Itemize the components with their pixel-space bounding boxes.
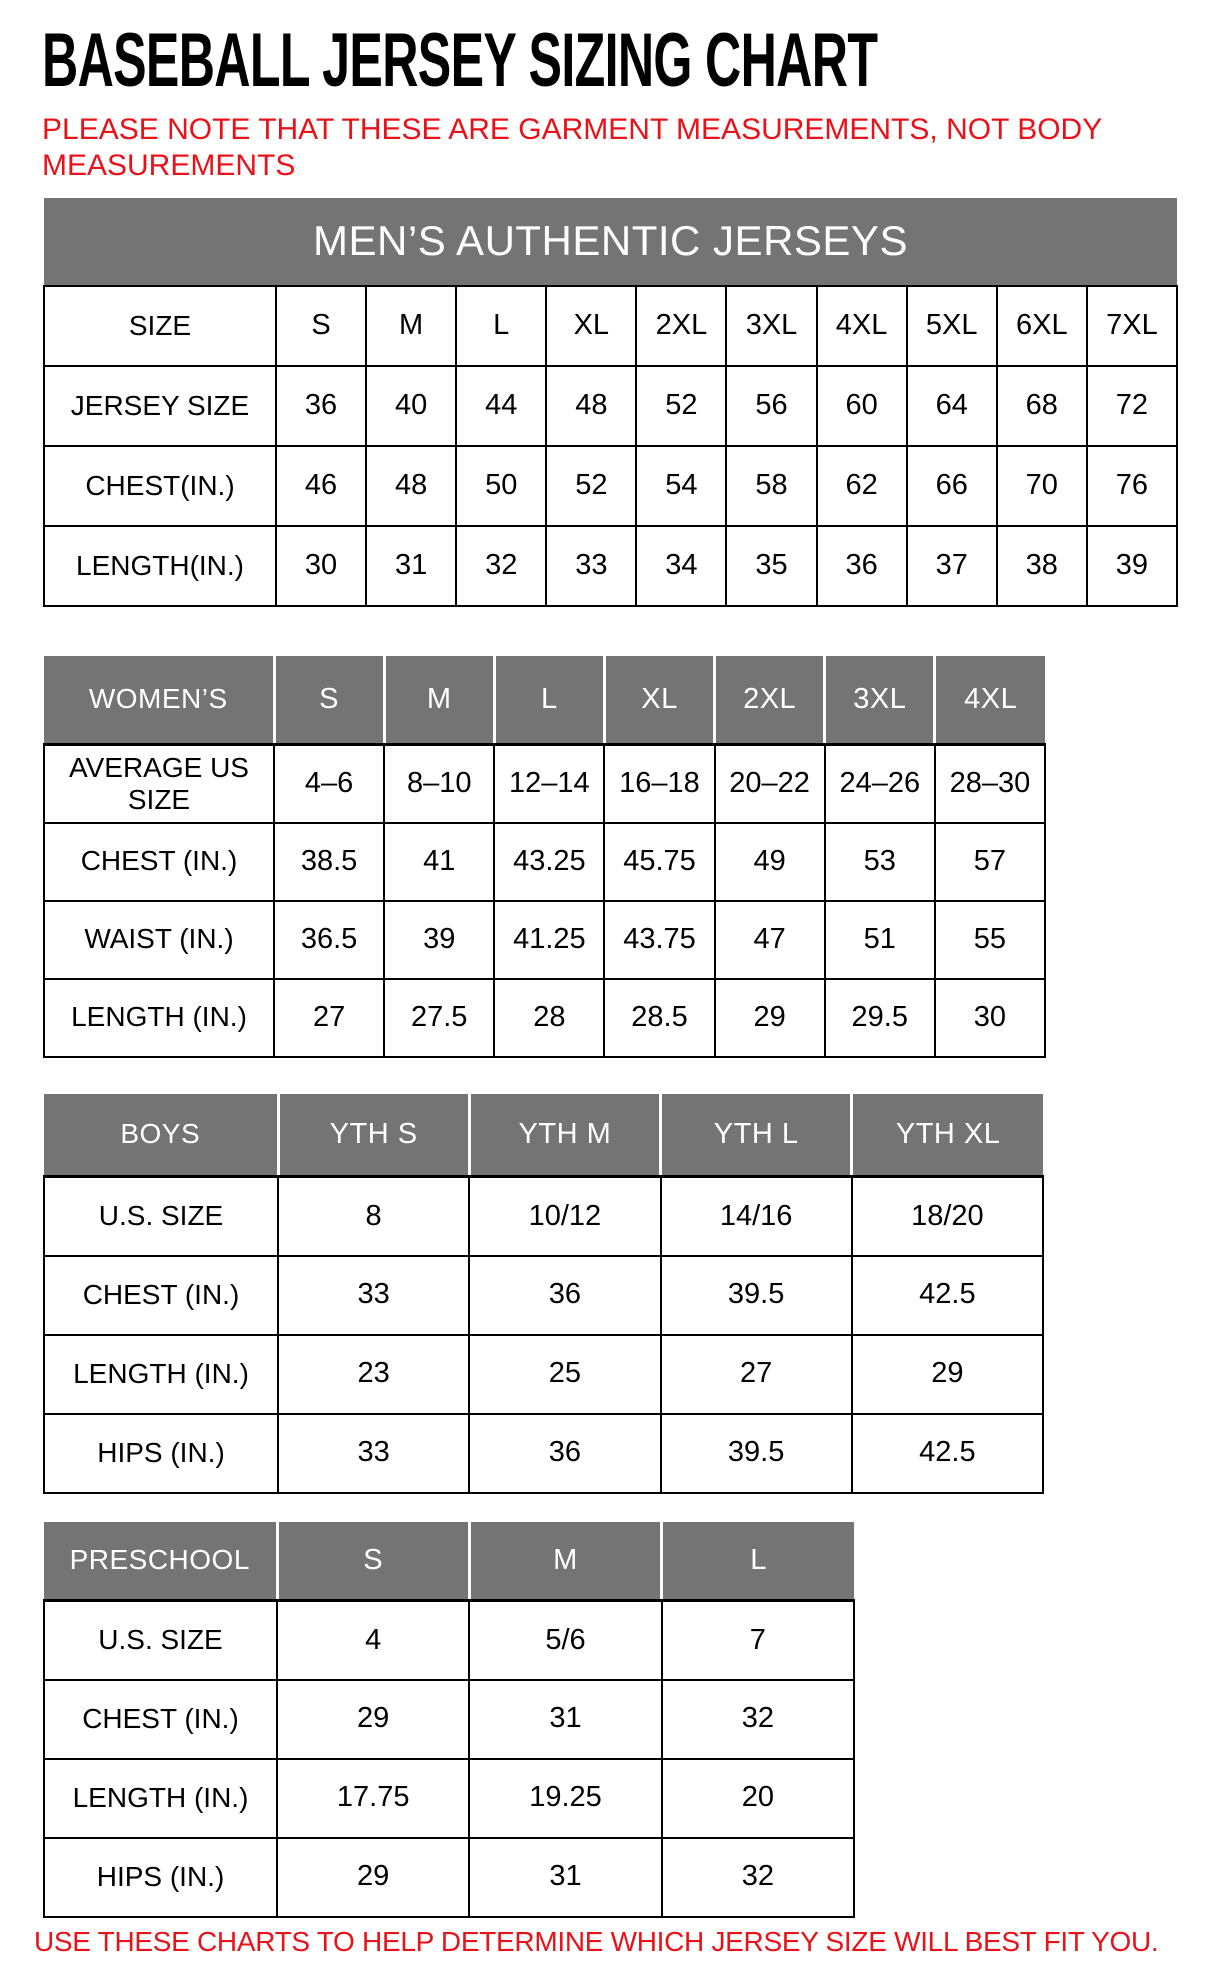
measurement-value-cell: 28–30 bbox=[935, 745, 1045, 823]
measurement-value-cell: 70 bbox=[997, 446, 1087, 526]
measurement-value-cell: 42.5 bbox=[852, 1414, 1043, 1493]
mens-table bbox=[43, 198, 1178, 607]
row-label-cell: U.S. SIZE bbox=[44, 1177, 278, 1256]
measurement-value-cell: 3XL bbox=[726, 286, 816, 366]
measurement-value-cell: XL bbox=[546, 286, 636, 366]
measurement-value-cell: 8–10 bbox=[384, 745, 494, 823]
measurement-value-cell: 18/20 bbox=[852, 1177, 1043, 1256]
preschool-sizing-table bbox=[43, 1519, 855, 1918]
row-label-cell: LENGTH(IN.) bbox=[44, 526, 276, 606]
measurement-value-cell: 36 bbox=[469, 1414, 660, 1493]
measurement-value-cell: 36 bbox=[276, 366, 366, 446]
measurement-value-cell: 4 bbox=[277, 1601, 469, 1680]
size-column-header-cell: YTH L bbox=[661, 1093, 852, 1177]
measurement-value-cell: 29 bbox=[277, 1680, 469, 1759]
measurement-value-cell: 39 bbox=[384, 901, 494, 979]
measurement-value-cell: 38 bbox=[997, 526, 1087, 606]
measurement-value-cell: 31 bbox=[366, 526, 456, 606]
measurement-value-cell: 41 bbox=[384, 823, 494, 901]
measurement-value-cell: 62 bbox=[817, 446, 907, 526]
measurement-value-cell: 27 bbox=[661, 1335, 852, 1414]
womens-sizing-table bbox=[43, 653, 1046, 1058]
measurement-value-cell: 64 bbox=[907, 366, 997, 446]
measurement-value-cell: 43.25 bbox=[494, 823, 604, 901]
measurement-value-cell: 24–26 bbox=[825, 745, 935, 823]
measurement-value-cell: 72 bbox=[1087, 366, 1177, 446]
row-label-cell: CHEST (IN.) bbox=[44, 1256, 278, 1335]
measurement-value-cell: 52 bbox=[546, 446, 636, 526]
row-label-cell: CHEST(IN.) bbox=[44, 446, 276, 526]
row-label-cell: LENGTH (IN.) bbox=[44, 979, 274, 1057]
measurement-value-cell: 51 bbox=[825, 901, 935, 979]
table-header-row bbox=[44, 655, 1045, 745]
measurement-value-cell: 23 bbox=[278, 1335, 469, 1414]
measurement-value-cell: 29.5 bbox=[825, 979, 935, 1057]
measurement-value-cell: 54 bbox=[636, 446, 726, 526]
row-label-cell: LENGTH (IN.) bbox=[44, 1759, 277, 1838]
table-row bbox=[44, 1680, 854, 1759]
row-label-cell: HIPS (IN.) bbox=[44, 1838, 277, 1917]
measurement-value-cell: 29 bbox=[715, 979, 825, 1057]
measurement-value-cell: 30 bbox=[276, 526, 366, 606]
measurement-value-cell: 30 bbox=[935, 979, 1045, 1057]
womens-table bbox=[43, 653, 1046, 1058]
row-label-cell: LENGTH (IN.) bbox=[44, 1335, 278, 1414]
measurement-value-cell: 4–6 bbox=[274, 745, 384, 823]
table-row bbox=[44, 1759, 854, 1838]
measurement-value-cell: L bbox=[456, 286, 546, 366]
measurement-value-cell: 34 bbox=[636, 526, 726, 606]
measurement-value-cell: 32 bbox=[662, 1838, 854, 1917]
measurement-value-cell: 66 bbox=[907, 446, 997, 526]
table-banner-title: MEN’S AUTHENTIC JERSEYS bbox=[44, 198, 1177, 286]
row-label-cell: CHEST (IN.) bbox=[44, 1680, 277, 1759]
measurement-value-cell: 44 bbox=[456, 366, 546, 446]
table-row bbox=[44, 526, 1177, 606]
measurement-value-cell: 19.25 bbox=[469, 1759, 661, 1838]
measurement-value-cell: 17.75 bbox=[277, 1759, 469, 1838]
measurement-value-cell: 41.25 bbox=[494, 901, 604, 979]
measurement-value-cell: 50 bbox=[456, 446, 546, 526]
measurement-value-cell: 2XL bbox=[636, 286, 726, 366]
size-column-header-cell: 2XL bbox=[715, 655, 825, 745]
table-header-row bbox=[44, 1521, 854, 1601]
measurement-value-cell: 20–22 bbox=[715, 745, 825, 823]
size-column-header-cell: S bbox=[274, 655, 384, 745]
size-column-header-cell: YTH XL bbox=[852, 1093, 1043, 1177]
row-label-cell: AVERAGE US SIZE bbox=[44, 745, 274, 823]
measurement-value-cell: 28.5 bbox=[604, 979, 714, 1057]
table-row bbox=[44, 446, 1177, 526]
measurement-value-cell: 12–14 bbox=[494, 745, 604, 823]
table-row bbox=[44, 1601, 854, 1680]
measurement-value-cell: 40 bbox=[366, 366, 456, 446]
row-label-cell: SIZE bbox=[44, 286, 276, 366]
measurement-value-cell: 28 bbox=[494, 979, 604, 1057]
measurement-value-cell: 16–18 bbox=[604, 745, 714, 823]
size-column-header-cell: L bbox=[494, 655, 604, 745]
measurement-value-cell: 48 bbox=[366, 446, 456, 526]
table-title-cell: BOYS bbox=[44, 1093, 278, 1177]
measurement-value-cell: 52 bbox=[636, 366, 726, 446]
size-column-header-cell: 3XL bbox=[825, 655, 935, 745]
size-column-header-cell: S bbox=[277, 1521, 469, 1601]
table-title-cell: WOMEN’S bbox=[44, 655, 274, 745]
measurement-value-cell: 76 bbox=[1087, 446, 1177, 526]
size-column-header-cell: M bbox=[469, 1521, 661, 1601]
size-column-header-cell: YTH S bbox=[278, 1093, 469, 1177]
measurement-value-cell: 33 bbox=[278, 1256, 469, 1335]
measurement-value-cell: 39.5 bbox=[661, 1256, 852, 1335]
measurement-value-cell: 49 bbox=[715, 823, 825, 901]
row-label-cell: HIPS (IN.) bbox=[44, 1414, 278, 1493]
table-row bbox=[44, 823, 1045, 901]
measurement-value-cell: 7XL bbox=[1087, 286, 1177, 366]
measurement-value-cell: 33 bbox=[546, 526, 636, 606]
measurement-value-cell: 39.5 bbox=[661, 1414, 852, 1493]
measurement-value-cell: 20 bbox=[662, 1759, 854, 1838]
size-column-header-cell: M bbox=[384, 655, 494, 745]
measurement-value-cell: 57 bbox=[935, 823, 1045, 901]
table-header-row bbox=[44, 1093, 1043, 1177]
measurement-value-cell: 36 bbox=[817, 526, 907, 606]
measurement-value-cell: 29 bbox=[277, 1838, 469, 1917]
measurement-value-cell: M bbox=[366, 286, 456, 366]
fit-advice-footer: USE THESE CHARTS TO HELP DETERMINE WHICH JERSEY SIZE WILL BEST FIT YOU. bbox=[34, 1926, 1159, 1957]
table-row bbox=[44, 366, 1177, 446]
measurement-value-cell: 43.75 bbox=[604, 901, 714, 979]
boys-sizing-table bbox=[43, 1091, 1044, 1494]
table-row bbox=[44, 1256, 1043, 1335]
measurement-value-cell: 60 bbox=[817, 366, 907, 446]
measurement-value-cell: 4XL bbox=[817, 286, 907, 366]
measurement-value-cell: 31 bbox=[469, 1680, 661, 1759]
size-column-header-cell: YTH M bbox=[469, 1093, 660, 1177]
measurement-value-cell: 48 bbox=[546, 366, 636, 446]
size-column-header-cell: 4XL bbox=[935, 655, 1045, 745]
measurement-value-cell: 6XL bbox=[997, 286, 1087, 366]
row-label-cell: JERSEY SIZE bbox=[44, 366, 276, 446]
measurement-value-cell: 36 bbox=[469, 1256, 660, 1335]
measurement-value-cell: 55 bbox=[935, 901, 1045, 979]
measurement-value-cell: 7 bbox=[662, 1601, 854, 1680]
measurement-value-cell: 10/12 bbox=[469, 1177, 660, 1256]
row-label-cell: CHEST (IN.) bbox=[44, 823, 274, 901]
table-row bbox=[44, 286, 1177, 366]
measurement-value-cell: 38.5 bbox=[274, 823, 384, 901]
table-row bbox=[44, 901, 1045, 979]
garment-measurement-note: PLEASE NOTE THAT THESE ARE GARMENT MEASUREMENTS, NOT BODY MEASUREMENTS bbox=[42, 113, 1102, 182]
row-label-cell: WAIST (IN.) bbox=[44, 901, 274, 979]
measurement-value-cell: 36.5 bbox=[274, 901, 384, 979]
measurement-value-cell: 14/16 bbox=[661, 1177, 852, 1256]
measurement-value-cell: 53 bbox=[825, 823, 935, 901]
measurement-value-cell: 56 bbox=[726, 366, 816, 446]
measurement-value-cell: 35 bbox=[726, 526, 816, 606]
table-title-cell: PRESCHOOL bbox=[44, 1521, 277, 1601]
table-row bbox=[44, 1335, 1043, 1414]
measurement-value-cell: 32 bbox=[456, 526, 546, 606]
preschool-table bbox=[43, 1519, 855, 1918]
page-title: BASEBALL JERSEY SIZING CHART bbox=[42, 18, 878, 103]
table-row bbox=[44, 1177, 1043, 1256]
measurement-value-cell: 32 bbox=[662, 1680, 854, 1759]
measurement-value-cell: 31 bbox=[469, 1838, 661, 1917]
size-column-header-cell: XL bbox=[604, 655, 714, 745]
measurement-value-cell: 45.75 bbox=[604, 823, 714, 901]
measurement-value-cell: 68 bbox=[997, 366, 1087, 446]
measurement-value-cell: 47 bbox=[715, 901, 825, 979]
measurement-value-cell: 27 bbox=[274, 979, 384, 1057]
measurement-value-cell: 5XL bbox=[907, 286, 997, 366]
mens-sizing-table bbox=[43, 198, 1178, 607]
row-label-cell: U.S. SIZE bbox=[44, 1601, 277, 1680]
measurement-value-cell: 58 bbox=[726, 446, 816, 526]
measurement-value-cell: 8 bbox=[278, 1177, 469, 1256]
measurement-value-cell: 46 bbox=[276, 446, 366, 526]
table-banner-row bbox=[44, 198, 1177, 286]
measurement-value-cell: 39 bbox=[1087, 526, 1177, 606]
measurement-value-cell: 29 bbox=[852, 1335, 1043, 1414]
table-row bbox=[44, 979, 1045, 1057]
table-row bbox=[44, 745, 1045, 823]
measurement-value-cell: 33 bbox=[278, 1414, 469, 1493]
measurement-value-cell: 5/6 bbox=[469, 1601, 661, 1680]
size-column-header-cell: L bbox=[662, 1521, 854, 1601]
measurement-value-cell: 37 bbox=[907, 526, 997, 606]
measurement-value-cell: S bbox=[276, 286, 366, 366]
table-row bbox=[44, 1838, 854, 1917]
table-row bbox=[44, 1414, 1043, 1493]
measurement-value-cell: 27.5 bbox=[384, 979, 494, 1057]
boys-table bbox=[43, 1091, 1044, 1494]
measurement-value-cell: 25 bbox=[469, 1335, 660, 1414]
measurement-value-cell: 42.5 bbox=[852, 1256, 1043, 1335]
